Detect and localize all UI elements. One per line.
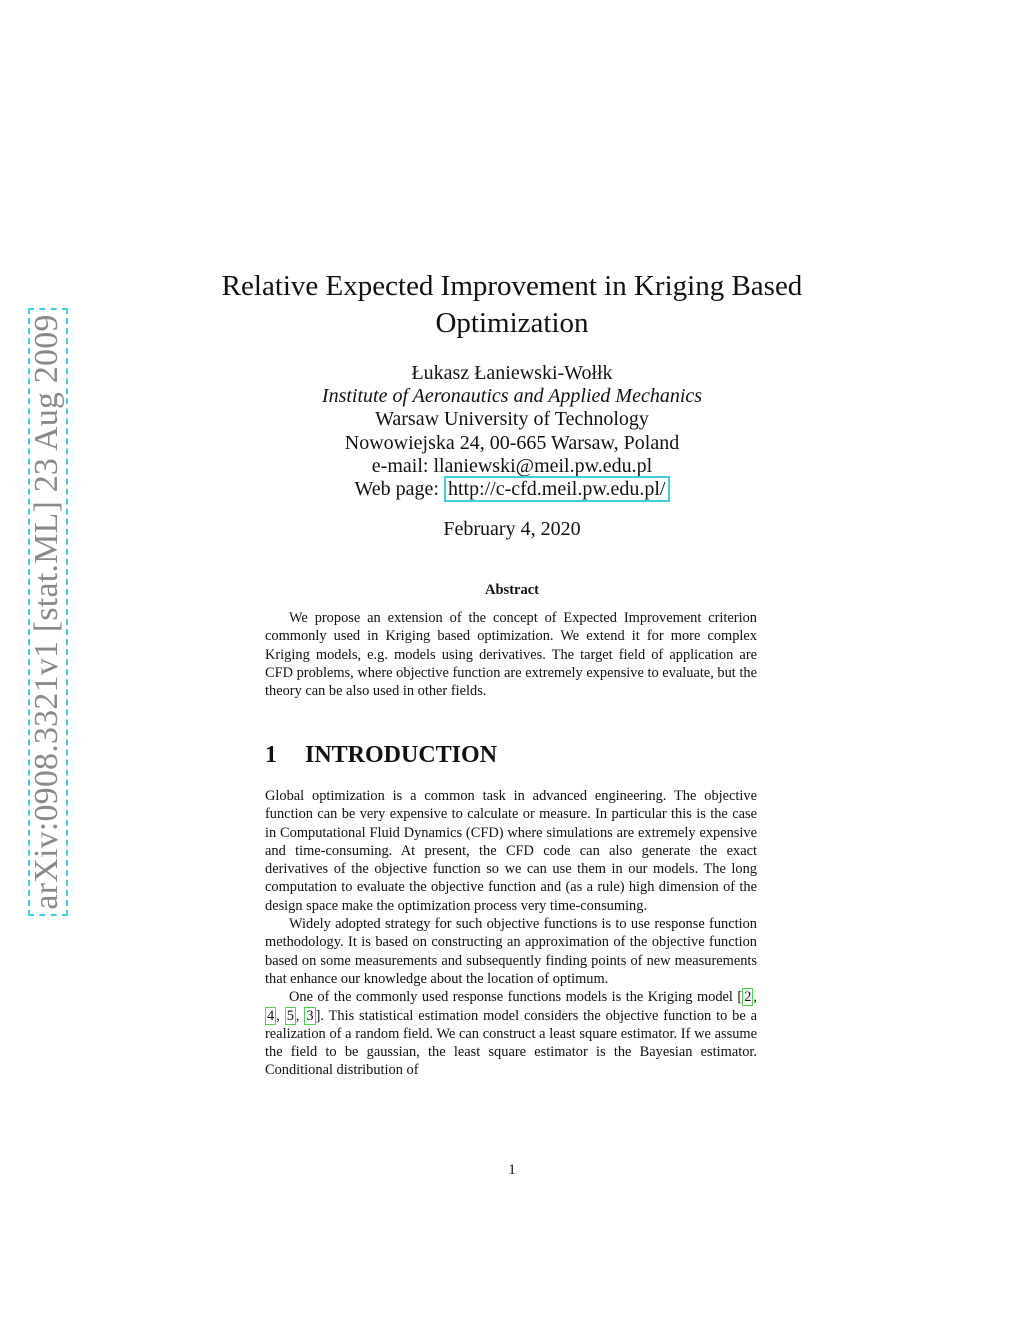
institute: Institute of Aeronautics and Applied Mechanics	[321, 385, 703, 408]
citation-link[interactable]: 5	[286, 1007, 294, 1024]
web-page-label: Web page:	[354, 478, 444, 501]
paragraph-text: ]. This statistical estimation model considers the objective function to be a realization of a random field. We can construct a least square estimator. If we assume the field to be gaussian, the least square estimator is the Bayesian estimator. Conditional distribution of	[265, 1007, 758, 1079]
paragraph: One of the commonly used response functions models is the Kriging model [ 2 , 4 , 5 , 3 ]. This statistical estimation model considers the objective function to be a realization of a random field. We can construct a least square estimator. If we assume the field to be gaussian, the least square estimator is the Bayesian estimator. Conditional distribution of	[265, 989, 758, 1079]
web-page-link[interactable]: http://c-cfd.meil.pw.edu.pl/	[444, 476, 670, 502]
section-title: INTRODUCTION	[305, 742, 498, 768]
citation-link[interactable]: 2	[744, 989, 752, 1006]
abstract-text: We propose an extension of the concept of Expected Improvement criterion commonly used in Kriging based optimization. We extend it for more complex Kriging models, e.g. models using derivatives. The target field of application are CFD problems, where objective function are extremely expensive to evaluate, but the theory can be also used in other fields.	[265, 610, 757, 700]
abstract-heading: Abstract	[485, 582, 539, 598]
web-page-line	[262, 478, 762, 501]
section-heading	[265, 742, 757, 769]
university: Warsaw University of Technology	[375, 408, 649, 431]
page-number: 1	[508, 1162, 516, 1178]
paragraph: Widely adopted strategy for such objective functions is to use response function methodology. It is based on constructing an approximation of the objective function based on some measurements and subsequently finding points of new measurements that enhance our knowledge about the location of optimum.	[265, 916, 757, 987]
paragraph-text: One of the commonly used response functions models is the Kriging model [	[289, 989, 743, 1006]
arxiv-stamp[interactable]: arXiv:0908.3321v1 [stat.ML] 23 Aug 2009	[28, 314, 65, 910]
paper-date: February 4, 2020	[443, 518, 581, 540]
citation-link[interactable]: 4	[267, 1007, 275, 1024]
author-name: Łukasz Łaniewski-Wołłk	[411, 362, 613, 384]
paragraph: Global optimization is a common task in advanced engineering. The objective function can be very expensive to calculate or measure. In particular this is the case in Computational Fluid Dynamics (CFD) where simulations are extremely expensive and time-consuming. At present, the CFD code can also generate the exact derivatives of the objective function so we can use them in our models. The long computation to evaluate the objective function and (as a rule) high dimension of the design space make the optimization process very time-consuming.	[265, 788, 757, 914]
citation-link[interactable]: 3	[306, 1007, 314, 1024]
author-block	[262, 362, 762, 501]
address: Nowowiejska 24, 00-665 Warsaw, Poland	[344, 431, 680, 454]
email: e-mail: llaniewski@meil.pw.edu.pl	[371, 454, 653, 477]
paper-title: Relative Expected Improvement in Kriging Based Optimization	[221, 270, 803, 339]
body-text	[265, 787, 757, 1080]
section-number: 1	[265, 742, 277, 768]
